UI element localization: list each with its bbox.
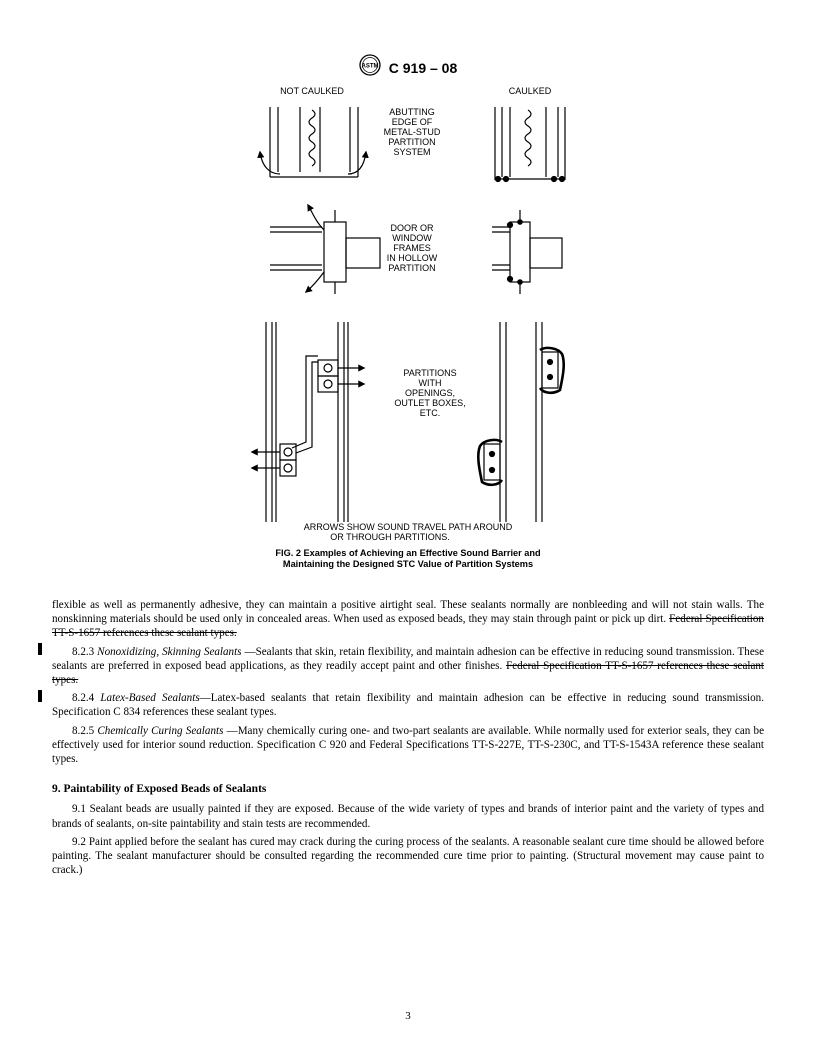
paragraph-9-2: 9.2 Paint applied before the sealant has cured may crack during the curing process of the sealants. A reasonable sealant cure time should be allowed before painting. The sealant manufacturer should be consulted regarding the recommended cure time prior to painting. (Structural movement may cause paint to crack.): [52, 835, 764, 877]
section-9-heading: 9. Paintability of Exposed Beads of Sealants: [52, 783, 267, 796]
svg-text:PARTITION: PARTITION: [388, 137, 436, 147]
svg-text:ARROWS SHOW SOUND TRAVEL PATH: ARROWS SHOW SOUND TRAVEL PATH AROUND: [303, 522, 513, 532]
svg-text:PARTITIONS: PARTITIONS: [403, 368, 457, 378]
astm-logo-icon: [359, 54, 381, 81]
paragraph-8-2-5: 8.2.5 Chemically Curing Sealants —Many chemically curing one- and two-part sealants are available. While normally used for exterior seals, they can be effectively used for interior sound reduction. Specification C 920 and Federal Specifications TT-S-227E, TT-S-230C, and TT-S-1543A reference these sealant types.: [52, 724, 764, 766]
caption-line-2: Maintaining the Designed STC Value of Partition Systems: [282, 559, 534, 569]
change-bar-2: [38, 690, 42, 702]
page-header: [0, 54, 816, 81]
paragraph-9-1: 9.1 Sealant beads are usually painted if they are exposed. Because of the wide variety of types and brands of interior paint and the variety of types and brands of sealants, on-site paintability and stain tests are recommended.: [52, 803, 764, 830]
row3-caulked-drawing: [478, 322, 563, 522]
svg-text:ETC.: ETC.: [419, 408, 441, 418]
svg-text:METAL-STUD: METAL-STUD: [383, 127, 441, 137]
row2-label: [387, 223, 438, 273]
figure-caption: [0, 548, 816, 570]
page-number: 3: [405, 1010, 411, 1022]
deleted-text-1: Federal Specification TT-S-1657 references these sealant types.: [52, 613, 764, 640]
svg-text:PARTITION: PARTITION: [388, 263, 436, 273]
caption-line-1: FIG. 2 Examples of Achieving an Effective Sound Barrier and: [275, 548, 541, 558]
label-caulked: CAULKED: [508, 86, 552, 96]
svg-text:WINDOW: WINDOW: [392, 233, 432, 243]
svg-text:FRAMES: FRAMES: [393, 243, 431, 253]
change-bar-1: [38, 643, 42, 655]
row3-not-caulked-drawing: [252, 322, 364, 522]
svg-text:OPENINGS,: OPENINGS,: [404, 388, 456, 398]
row2-caulked-drawing: [492, 210, 562, 294]
document-designation: C 919 – 08: [388, 59, 458, 76]
paragraph-8-2-4: 8.2.4 Latex-Based Sealants—Latex-based sealants that retain flexibility and maintain adhesion can be effective in reducing sound transmission. Specification C 834 references these sealant types.: [52, 692, 764, 719]
svg-text:WITH: WITH: [418, 378, 442, 388]
svg-text:SYSTEM: SYSTEM: [393, 147, 431, 157]
svg-text:OR THROUGH PARTITIONS.: OR THROUGH PARTITIONS.: [330, 532, 450, 542]
row2-not-caulked-drawing: [270, 205, 380, 294]
svg-text:ASTM: ASTM: [361, 63, 379, 70]
svg-text:OUTLET BOXES,: OUTLET BOXES,: [394, 398, 466, 408]
row3-label: [394, 368, 465, 418]
row1-not-caulked-drawing: [260, 107, 366, 177]
row1-label: [384, 107, 441, 157]
svg-text:ABUTTING: ABUTTING: [389, 107, 435, 117]
arrows-note: [304, 522, 513, 542]
paragraph-8-2-3: 8.2.3 Nonoxidizing, Skinning Sealants —Sealants that skin, retain flexibility, and maintain adhesion can be effective in reducing sound transmission. These sealants are preferred in exposed bead applications, as they readily accept paint and other finishes. Federal Specification TT-S-1657 references these sealant types.: [52, 645, 764, 687]
svg-text:DOOR OR: DOOR OR: [390, 223, 434, 233]
figure-2-diagram: [240, 82, 576, 602]
body-text: [52, 598, 764, 881]
svg-text:IN HOLLOW: IN HOLLOW: [386, 253, 438, 263]
row1-caulked-drawing: [495, 107, 565, 182]
deleted-text-2: Federal Specification TT-S-1657 references these sealant types.: [52, 659, 764, 687]
label-not-caulked: NOT CAULKED: [280, 86, 344, 96]
svg-text:EDGE OF: EDGE OF: [391, 117, 433, 127]
paragraph-8-2-2-continued: flexible as well as permanently adhesive, they can maintain a positive airtight seal. These sealants normally are nonbleeding and will not stain walls. The nonskinning materials should be used only in concealed areas. When used as exposed beads, they may stain through paint or pick up dirt. Federal Specification TT-S-1657 references these sealant types.: [52, 599, 764, 640]
